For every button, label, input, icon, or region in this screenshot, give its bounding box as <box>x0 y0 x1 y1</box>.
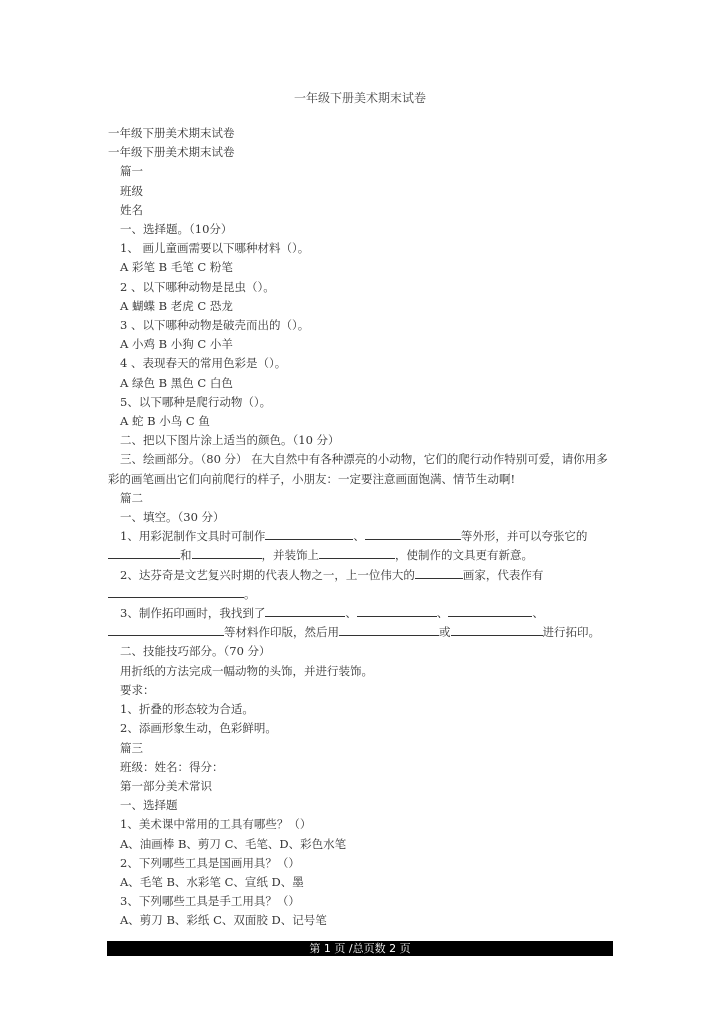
answer-options: A、剪刀 B、彩纸 C、双面胶 D、记号笔 <box>120 913 327 928</box>
question-section: 三、绘画部分。（80 分） 在大自然中有各种漂亮的小动物，它们的爬行动作特别可爱，请你用多彩的画笔画出它们向前爬行的样子，小朋友：一定要注意画面饱满、情节生动啊! <box>108 452 608 486</box>
doc-heading: 一年级下册美术期末试卷 <box>108 126 235 140</box>
requirement: 2、添画形象生动，色彩鲜明。 <box>120 721 277 736</box>
question: 1、美术课中常用的工具有哪些？（） <box>120 817 312 832</box>
answer-blank <box>265 604 345 617</box>
question: 5、以下哪种是爬行动物（）。 <box>120 394 272 409</box>
fill-question-3 <box>108 604 614 623</box>
student-info: 班级：姓名：得分： <box>120 759 224 774</box>
question: 1、 画儿童画需要以下哪种材料（）。 <box>120 241 310 256</box>
answer-blank <box>357 604 437 617</box>
answer-blank <box>339 623 439 636</box>
section-label: 篇二 <box>120 490 143 505</box>
fill-question-1 <box>108 527 614 546</box>
question-text: 、 <box>353 529 365 544</box>
question-text: 等材料作印版，然后用 <box>224 625 339 640</box>
requirements-label: 要求： <box>120 682 155 697</box>
question: 2 、以下哪种动物是昆虫（）。 <box>120 279 275 294</box>
answer-blank <box>108 585 244 598</box>
question-text: 。 <box>244 586 256 601</box>
question-section: 二、把以下图片涂上适当的颜色。（10 分） <box>120 433 340 448</box>
question-text: ，使制作的文具更有新意。 <box>395 548 533 563</box>
question: 3 、以下哪种动物是破壳而出的（）。 <box>120 318 310 333</box>
question-section: 一、选择题。（10分） <box>120 222 233 237</box>
page-footer: 第 1 页 /总页数 2 页 <box>107 941 613 956</box>
question-text: 、 <box>345 606 357 621</box>
answer-options: A 绿色 B 黑色 C 白色 <box>120 375 233 390</box>
question-text: 3、制作拓印画时，我找到了 <box>120 606 266 621</box>
answer-options: A、毛笔 B、水彩笔 C、宣纸 D、墨 <box>120 874 304 889</box>
question-text: 1、用彩泥制作文具时可制作 <box>120 529 266 544</box>
answer-blank <box>415 566 463 579</box>
question: 3、下列哪些工具是手工用具？（） <box>120 894 300 909</box>
answer-blank <box>451 623 543 636</box>
section-label: 篇三 <box>120 740 143 755</box>
question-text: 、 <box>436 606 449 621</box>
fill-question-1-cont <box>108 546 614 565</box>
answer-blank <box>192 546 262 559</box>
answer-blank <box>448 604 532 617</box>
question-text: 进行拓印。 <box>542 625 600 640</box>
question: 2、下列哪些工具是国画用具？（） <box>120 855 300 870</box>
fill-question-2-cont <box>108 585 614 604</box>
document-body <box>108 124 614 931</box>
question-text: 画家，代表作有 <box>462 567 544 582</box>
part-heading: 第一部分美术常识 <box>120 778 212 793</box>
question-text: 2、达芬奇是文艺复兴时期的代表人物之一，上一位伟大的 <box>120 567 415 582</box>
answer-options: A、油画棒 B、剪刀 C、毛笔、D、彩色水笔 <box>120 836 347 851</box>
fill-question-2 <box>108 566 614 585</box>
question: 4 、表现春天的常用色彩是（）。 <box>120 356 287 371</box>
name-label: 姓名 <box>120 202 143 217</box>
answer-blank <box>365 527 461 540</box>
section-label: 篇一 <box>120 164 143 179</box>
answer-options: A 小鸡 B 小狗 C 小羊 <box>120 337 233 352</box>
class-label: 班级 <box>120 183 143 198</box>
page-title: 一年级下册美术期末试卷 <box>293 91 426 105</box>
doc-heading: 一年级下册美术期末试卷 <box>108 145 235 160</box>
answer-blank <box>108 546 180 559</box>
question-text: 和 <box>180 548 192 563</box>
question-section: 二、技能技巧部分。（70 分） <box>120 644 271 659</box>
question-text: 等外形，并可以夸张它的 <box>460 529 588 544</box>
answer-options: A 彩笔 B 毛笔 C 粉笔 <box>120 260 233 275</box>
question-text: 、 <box>532 606 544 621</box>
answer-options: A 蝴蝶 B 老虎 C 恐龙 <box>120 298 233 313</box>
question-section: 一、填空。（30 分） <box>120 510 225 525</box>
question-text: 或 <box>439 625 451 640</box>
question-section: 一、选择题 <box>120 798 178 813</box>
answer-blank <box>108 623 224 636</box>
answer-blank <box>265 527 353 540</box>
instruction: 用折纸的方法完成一幅动物的头饰，并进行装饰。 <box>120 663 373 678</box>
answer-blank <box>319 546 395 559</box>
question-text: ，并装饰上 <box>261 548 319 563</box>
requirement: 1、折叠的形态较为合适。 <box>120 702 254 717</box>
answer-options: A 蛇 B 小鸟 C 鱼 <box>120 414 210 429</box>
fill-question-3-cont <box>108 623 614 642</box>
